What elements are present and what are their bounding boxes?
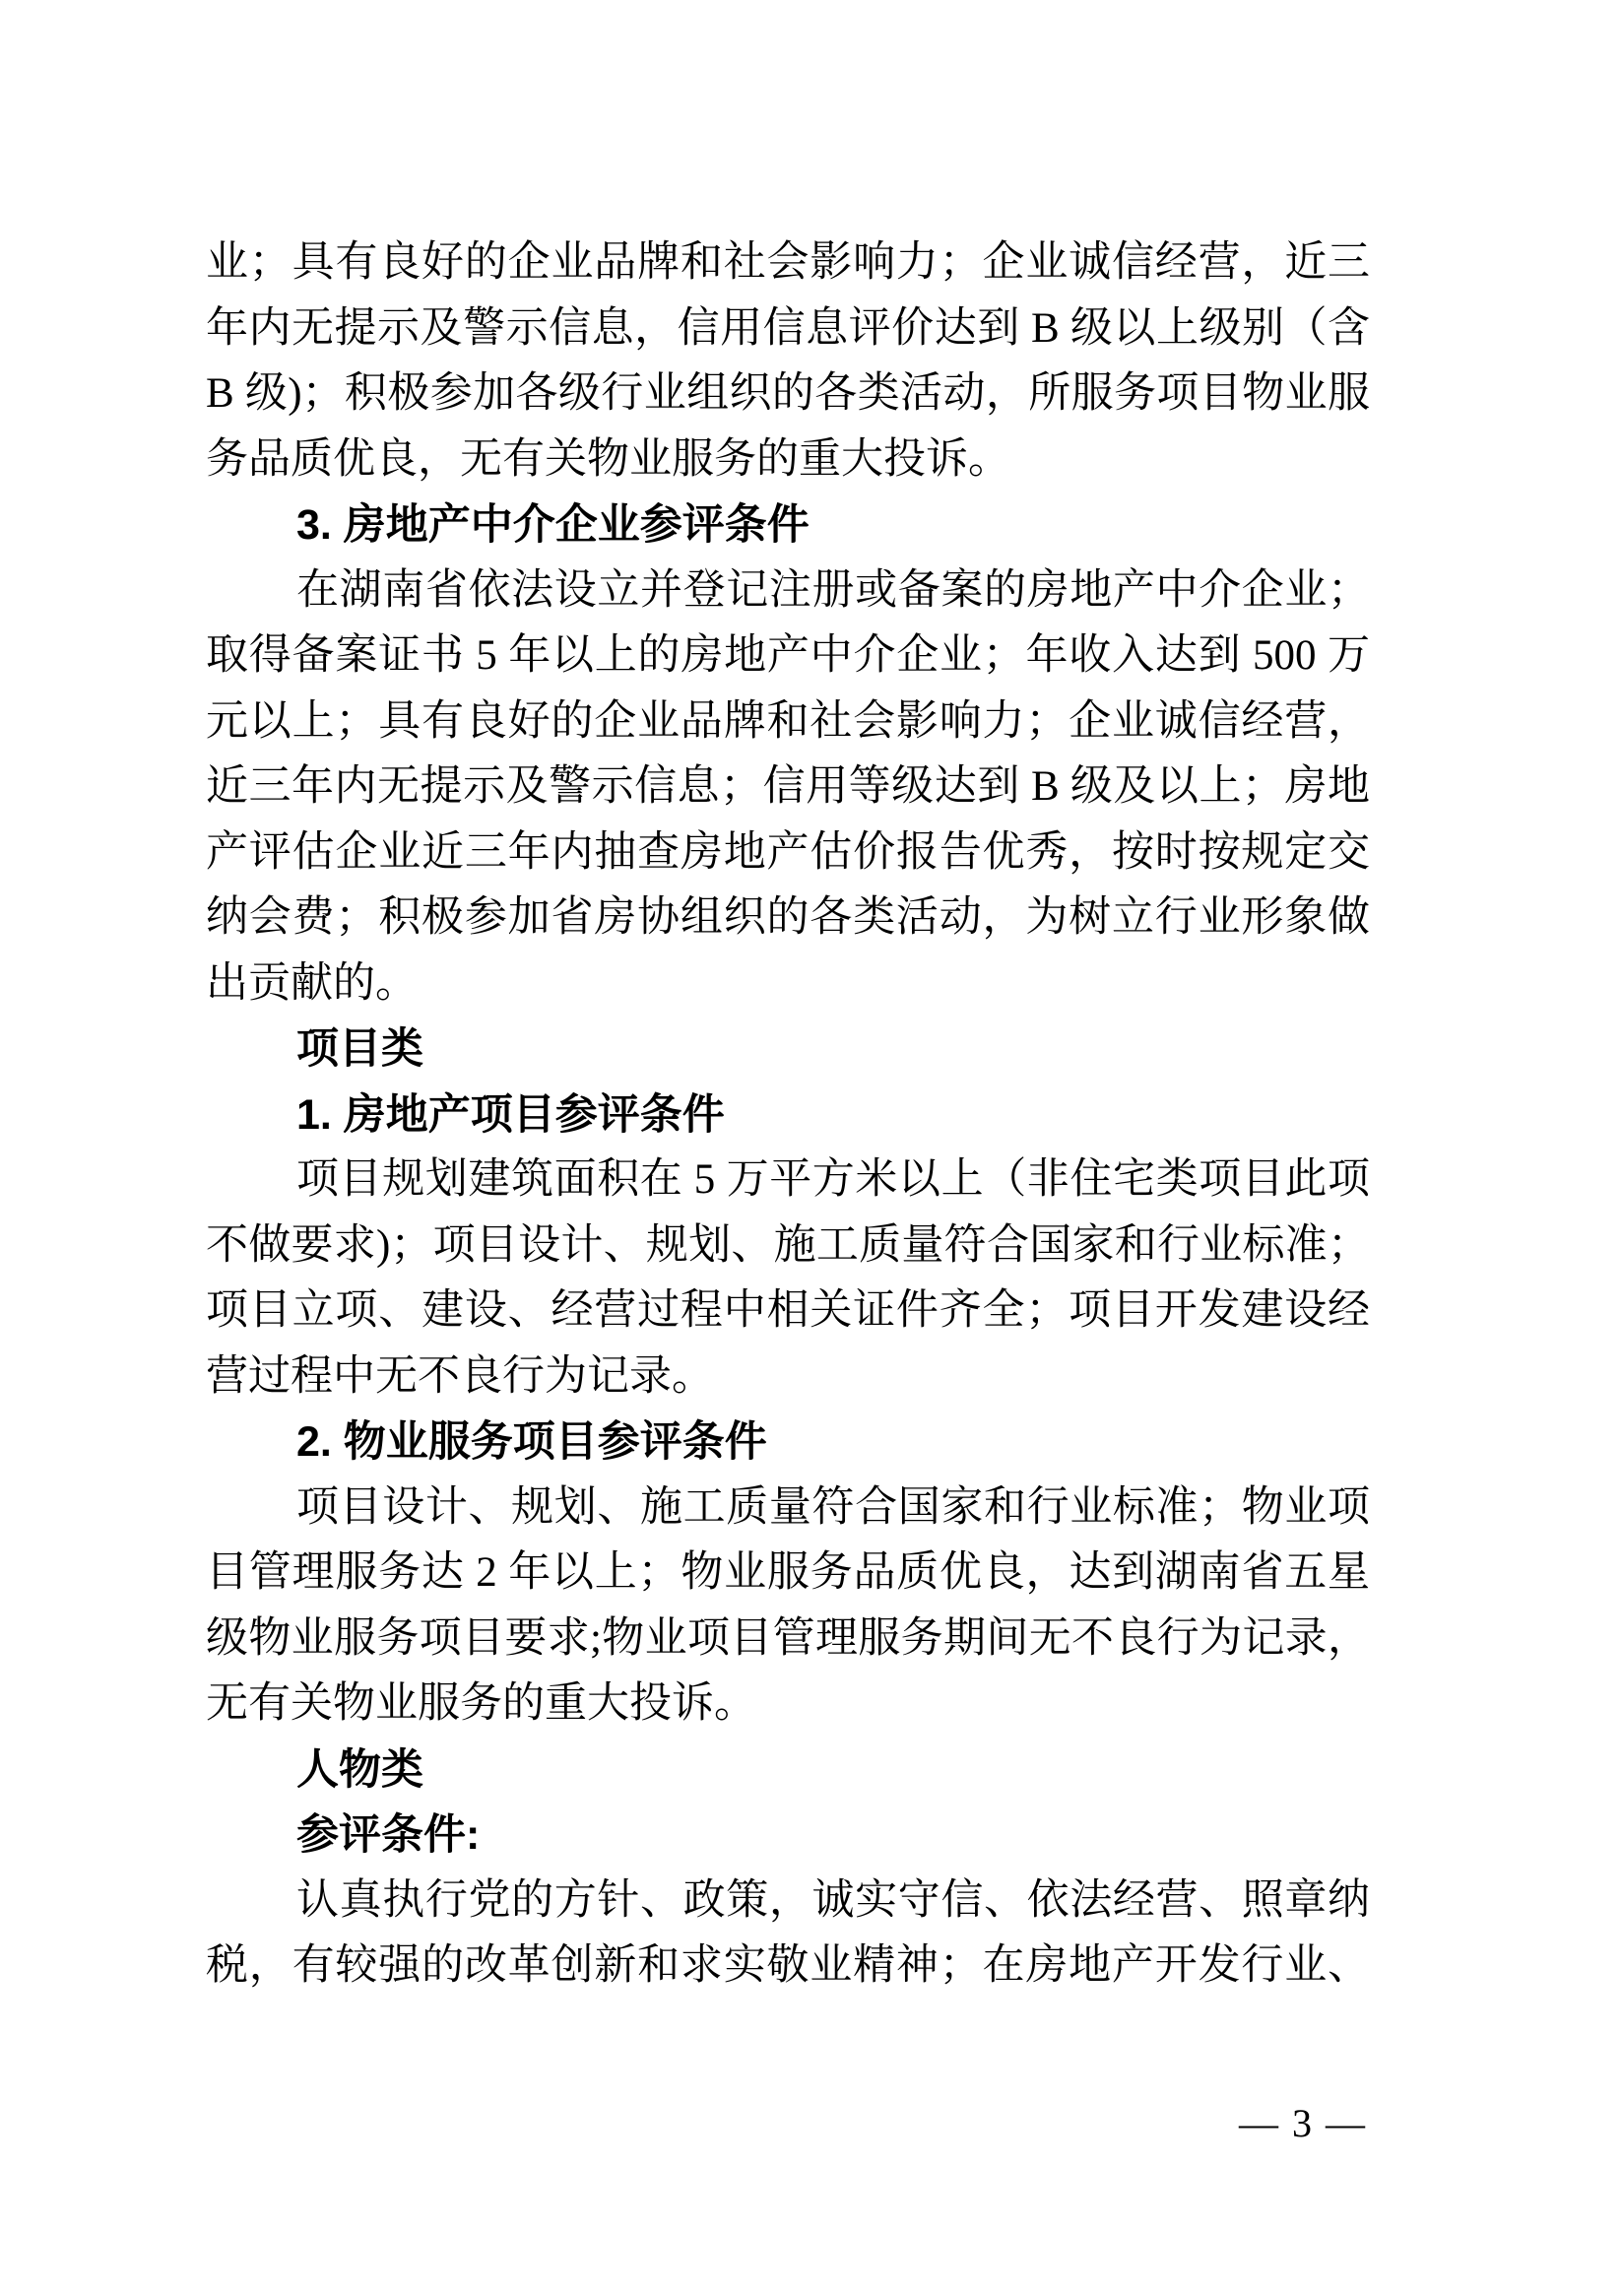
body-line: 项目规划建筑面积在 5 万平方米以上（非住宅类项目此项 — [296, 1156, 1370, 1203]
body-line: 纳会费；积极参加省房协组织的各类活动，为树立行业形象做 — [206, 894, 1370, 941]
heading-person-category: 人物类 — [296, 1745, 423, 1794]
body-line: 元以上；具有良好的企业品牌和社会影响力；企业诚信经营， — [206, 697, 1370, 745]
body-line: 不做要求)；项目设计、规划、施工质量符合国家和行业标准； — [206, 1221, 1370, 1269]
heading-real-estate-project-criteria: 1. 房地产项目参评条件 — [296, 1090, 725, 1139]
document-body — [206, 230, 1370, 2000]
body-line: 取得备案证书 5 年以上的房地产中介企业；年收入达到 500 万 — [206, 632, 1370, 679]
body-line: 目管理服务达 2 年以上；物业服务品质优良，达到湖南省五星 — [206, 1549, 1370, 1596]
body-line: B 级)；积极参加各级行业组织的各类活动，所服务项目物业服 — [206, 370, 1370, 417]
body-line: 近三年内无提示及警示信息；信用等级达到 B 级及以上；房地 — [206, 763, 1370, 810]
body-line: 营过程中无不良行为记录。 — [206, 1352, 714, 1400]
body-line: 项目立项、建设、经营过程中相关证件齐全；项目开发建设经 — [206, 1287, 1370, 1334]
body-line: 无有关物业服务的重大投诉。 — [206, 1680, 756, 1727]
heading-property-service-project-criteria: 2. 物业服务项目参评条件 — [296, 1418, 767, 1466]
body-line: 税，有较强的改革创新和求实敬业精神；在房地产开发行业、 — [206, 1942, 1370, 1989]
body-line: 出贡献的。 — [206, 959, 418, 1007]
body-line: 业；具有良好的企业品牌和社会影响力；企业诚信经营，近三 — [206, 239, 1370, 286]
body-line: 产评估企业近三年内抽查房地产估价报告优秀，按时按规定交 — [206, 828, 1370, 876]
page-number: — 3 — — [1239, 2101, 1367, 2145]
body-line: 年内无提示及警示信息，信用信息评价达到 B 级以上级别（含 — [206, 304, 1370, 352]
body-line: 务品质优良，无有关物业服务的重大投诉。 — [206, 435, 1010, 483]
heading-person-criteria: 参评条件: — [296, 1811, 481, 1859]
heading-intermediary-enterprise-criteria: 3. 房地产中介企业参评条件 — [296, 501, 810, 549]
heading-project-category: 项目类 — [296, 1025, 423, 1073]
body-line: 项目设计、规划、施工质量符合国家和行业标准；物业项 — [296, 1483, 1370, 1531]
body-line: 认真执行党的方针、政策，诚实守信、依法经营、照章纳 — [296, 1876, 1370, 1924]
body-line: 在湖南省依法设立并登记注册或备案的房地产中介企业； — [296, 566, 1370, 614]
body-line: 级物业服务项目要求;物业项目管理服务期间无不良行为记录， — [206, 1614, 1370, 1662]
